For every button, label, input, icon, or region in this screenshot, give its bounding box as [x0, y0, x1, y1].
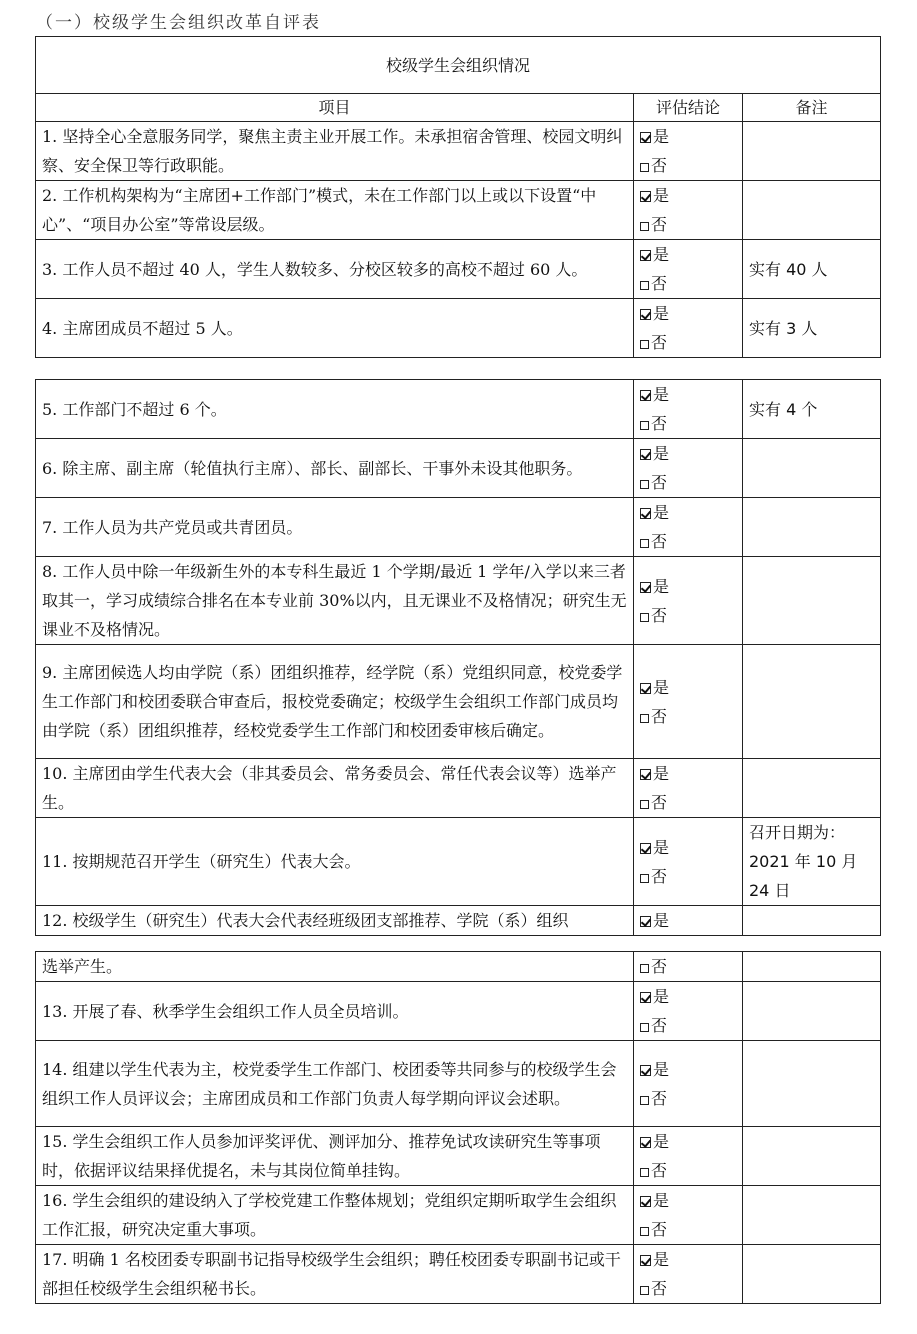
page-heading: （一）校级学生会组织改革自评表 — [36, 13, 321, 33]
eval-cell — [634, 1127, 743, 1186]
checkbox-empty-icon[interactable] — [640, 613, 649, 622]
option-no[interactable]: 否 — [640, 702, 736, 731]
header-item: 项目 — [36, 94, 634, 122]
option-no[interactable]: 否 — [640, 862, 736, 891]
option-no[interactable]: 否 — [640, 788, 736, 817]
table-row — [36, 181, 881, 240]
eval-cell — [634, 122, 743, 181]
checkbox-empty-icon[interactable] — [640, 1227, 649, 1236]
note-cell — [743, 759, 881, 818]
checkbox-checked-icon[interactable] — [640, 843, 651, 854]
checkbox-empty-icon[interactable] — [640, 222, 649, 231]
checkbox-empty-icon[interactable] — [640, 163, 649, 172]
option-no[interactable]: 否 — [640, 151, 736, 180]
item-text: 5. 工作部门不超过 6 个。 — [36, 380, 634, 439]
checkbox-empty-icon[interactable] — [640, 800, 649, 809]
eval-cell — [634, 181, 743, 240]
option-no[interactable]: 否 — [640, 601, 736, 630]
option-yes[interactable]: 是 — [640, 673, 736, 702]
note-cell — [743, 1245, 881, 1304]
checkbox-empty-icon[interactable] — [640, 421, 649, 430]
option-no[interactable]: 否 — [640, 527, 736, 556]
note-cell — [743, 498, 881, 557]
table-row — [36, 299, 881, 358]
table-row — [36, 122, 881, 181]
checkbox-empty-icon[interactable] — [640, 1023, 649, 1032]
eval-cell — [634, 557, 743, 645]
checkbox-checked-icon[interactable] — [640, 508, 651, 519]
note-cell — [743, 982, 881, 1041]
table-row — [36, 498, 881, 557]
checkbox-checked-icon[interactable] — [640, 1255, 651, 1266]
item-text: 17. 明确 1 名校团委专职副书记指导校级学生会组织；聘任校团委专职副书记或干部担任校级学生会组织秘书长。 — [36, 1245, 634, 1304]
note-cell — [743, 1127, 881, 1186]
eval-table-part-3 — [35, 951, 881, 1304]
note-cell — [743, 122, 881, 181]
eval-cell — [634, 906, 743, 936]
option-no[interactable]: 否 — [640, 952, 736, 981]
item-text: 9. 主席团候选人均由学院（系）团组织推荐，经学院（系）党组织同意，校党委学生工作部门和校团委联合审查后，报校党委确定；校级学生会组织工作部门成员均由学院（系）团组织推荐，经校党委学生工作部门和校团委审核后确定。 — [36, 645, 634, 759]
checkbox-checked-icon[interactable] — [640, 191, 651, 202]
eval-cell — [634, 645, 743, 759]
table-row — [36, 240, 881, 299]
option-yes[interactable]: 是 — [640, 439, 736, 468]
checkbox-checked-icon[interactable] — [640, 582, 651, 593]
table-row — [36, 906, 881, 936]
item-text: 2. 工作机构架构为“主席团+工作部门”模式，未在工作部门以上或以下设置“中心”、“项目办公室”等常设层级。 — [36, 181, 634, 240]
table-row — [36, 1041, 881, 1127]
checkbox-checked-icon[interactable] — [640, 916, 651, 927]
eval-cell — [634, 498, 743, 557]
table-row — [36, 645, 881, 759]
eval-table-part-1 — [35, 36, 881, 358]
checkbox-checked-icon[interactable] — [640, 683, 651, 694]
eval-cell — [634, 299, 743, 358]
eval-cell — [634, 1041, 743, 1127]
eval-table-part-2 — [35, 379, 881, 936]
option-yes[interactable]: 是 — [640, 498, 736, 527]
option-no[interactable]: 否 — [640, 210, 736, 239]
eval-cell — [634, 1186, 743, 1245]
checkbox-empty-icon[interactable] — [640, 874, 649, 883]
table-title: 校级学生会组织情况 — [36, 37, 881, 94]
checkbox-checked-icon[interactable] — [640, 250, 651, 261]
eval-cell — [634, 380, 743, 439]
table-row — [36, 1186, 881, 1245]
option-yes[interactable]: 是 — [640, 572, 736, 601]
option-no[interactable]: 否 — [640, 1011, 736, 1040]
table-row — [36, 759, 881, 818]
note-cell: 实有 40 人 — [743, 240, 881, 299]
table-row — [36, 557, 881, 645]
option-yes[interactable]: 是 — [640, 759, 736, 788]
option-no[interactable]: 否 — [640, 468, 736, 497]
checkbox-empty-icon[interactable] — [640, 480, 649, 489]
note-cell — [743, 439, 881, 498]
table-row — [36, 1127, 881, 1186]
eval-cell — [634, 952, 743, 982]
item-text: 11. 按期规范召开学生（研究生）代表大会。 — [36, 818, 634, 906]
note-cell: 召开日期为：2021 年 10 月 24 日 — [743, 818, 881, 906]
option-no[interactable]: 否 — [640, 1274, 736, 1303]
item-text: 14. 组建以学生代表为主，校党委学生工作部门、校团委等共同参与的校级学生会组织工作人员评议会；主席团成员和工作部门负责人每学期向评议会述职。 — [36, 1041, 634, 1127]
item-text: 12. 校级学生（研究生）代表大会代表经班级团支部推荐、学院（系）组织 — [36, 906, 634, 936]
checkbox-checked-icon[interactable] — [640, 449, 651, 460]
option-yes[interactable]: 是 — [640, 122, 736, 151]
eval-cell — [634, 818, 743, 906]
checkbox-checked-icon[interactable] — [640, 309, 651, 320]
note-cell: 实有 4 个 — [743, 380, 881, 439]
checkbox-checked-icon[interactable] — [640, 1137, 651, 1148]
header-note: 备注 — [743, 94, 881, 122]
note-cell — [743, 952, 881, 982]
header-eval: 评估结论 — [634, 94, 743, 122]
note-cell — [743, 181, 881, 240]
checkbox-checked-icon[interactable] — [640, 992, 651, 1003]
checkbox-empty-icon[interactable] — [640, 281, 649, 290]
note-cell — [743, 906, 881, 936]
option-yes[interactable]: 是 — [640, 906, 736, 935]
checkbox-empty-icon[interactable] — [640, 539, 649, 548]
note-cell — [743, 645, 881, 759]
item-text: 3. 工作人员不超过 40 人，学生人数较多、分校区较多的高校不超过 60 人。 — [36, 240, 634, 299]
note-cell: 实有 3 人 — [743, 299, 881, 358]
option-yes[interactable]: 是 — [640, 1245, 736, 1274]
table-row — [36, 818, 881, 906]
checkbox-checked-icon[interactable] — [640, 1196, 651, 1207]
option-yes[interactable]: 是 — [640, 1186, 736, 1215]
option-yes[interactable]: 是 — [640, 240, 736, 269]
option-yes[interactable]: 是 — [640, 833, 736, 862]
item-text: 1. 坚持全心全意服务同学，聚焦主责主业开展工作。未承担宿舍管理、校园文明纠察、安全保卫等行政职能。 — [36, 122, 634, 181]
option-yes[interactable]: 是 — [640, 181, 736, 210]
option-no[interactable]: 否 — [640, 269, 736, 298]
checkbox-empty-icon[interactable] — [640, 714, 649, 723]
option-yes[interactable]: 是 — [640, 1127, 736, 1156]
option-yes[interactable]: 是 — [640, 299, 736, 328]
option-no[interactable]: 否 — [640, 409, 736, 438]
option-no[interactable]: 否 — [640, 328, 736, 357]
checkbox-empty-icon[interactable] — [640, 340, 649, 349]
note-cell — [743, 557, 881, 645]
item-text: 8. 工作人员中除一年级新生外的本专科生最近 1 个学期/最近 1 学年/入学以来三者取其一，学习成绩综合排名在本专业前 30%以内，且无课业不及格情况；研究生无课业不及格情况。 — [36, 557, 634, 645]
item-text: 6. 除主席、副主席（轮值执行主席）、部长、副部长、干事外未设其他职务。 — [36, 439, 634, 498]
eval-cell — [634, 439, 743, 498]
note-cell — [743, 1041, 881, 1127]
table-row — [36, 439, 881, 498]
eval-cell — [634, 1245, 743, 1304]
option-yes[interactable]: 是 — [640, 982, 736, 1011]
table-row — [36, 952, 881, 982]
eval-cell — [634, 759, 743, 818]
checkbox-empty-icon[interactable] — [640, 1168, 649, 1177]
item-text: 4. 主席团成员不超过 5 人。 — [36, 299, 634, 358]
checkbox-empty-icon[interactable] — [640, 1096, 649, 1105]
option-yes[interactable]: 是 — [640, 380, 736, 409]
table-row — [36, 982, 881, 1041]
checkbox-checked-icon[interactable] — [640, 1065, 651, 1076]
checkbox-checked-icon[interactable] — [640, 769, 651, 780]
checkbox-empty-icon[interactable] — [640, 1286, 649, 1295]
option-no[interactable]: 否 — [640, 1084, 736, 1113]
option-no[interactable]: 否 — [640, 1215, 736, 1244]
checkbox-empty-icon[interactable] — [640, 964, 649, 973]
item-text: 10. 主席团由学生代表大会（非其委员会、常务委员会、常任代表会议等）选举产生。 — [36, 759, 634, 818]
table-row — [36, 380, 881, 439]
item-text: 7. 工作人员为共产党员或共青团员。 — [36, 498, 634, 557]
checkbox-checked-icon[interactable] — [640, 390, 651, 401]
option-no[interactable]: 否 — [640, 1156, 736, 1185]
table-row — [36, 1245, 881, 1304]
item-text: 16. 学生会组织的建设纳入了学校党建工作整体规划；党组织定期听取学生会组织工作汇报，研究决定重大事项。 — [36, 1186, 634, 1245]
eval-cell — [634, 982, 743, 1041]
checkbox-checked-icon[interactable] — [640, 132, 651, 143]
option-yes[interactable]: 是 — [640, 1055, 736, 1084]
note-cell — [743, 1186, 881, 1245]
item-text: 选举产生。 — [36, 952, 634, 982]
item-text: 13. 开展了春、秋季学生会组织工作人员全员培训。 — [36, 982, 634, 1041]
eval-cell — [634, 240, 743, 299]
item-text: 15. 学生会组织工作人员参加评奖评优、测评加分、推荐免试攻读研究生等事项时，依据评议结果择优提名，未与其岗位简单挂钩。 — [36, 1127, 634, 1186]
